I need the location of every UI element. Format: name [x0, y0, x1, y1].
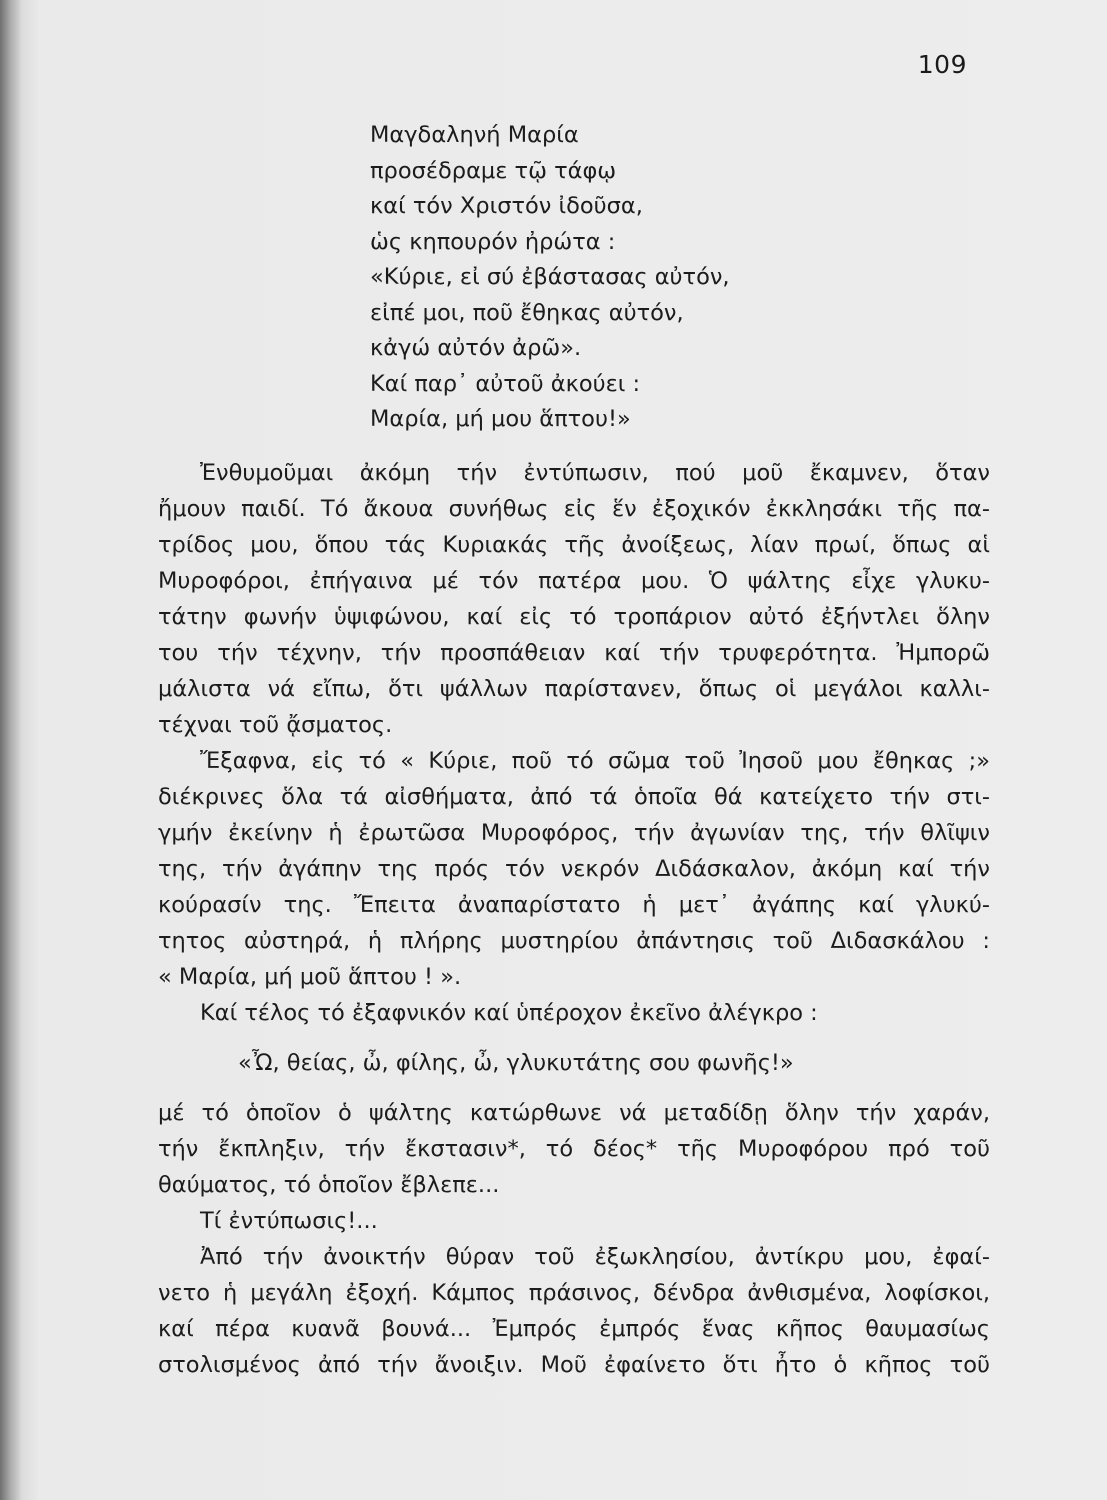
text-line: της, τήν ἀγάπην της πρός τόν νεκρόν Διδάσκαλον, ἀκόμη καί τήν: [158, 856, 990, 882]
text-line: Τί ἐντύπωσις!...: [200, 1208, 378, 1234]
hymn-verse: [370, 118, 930, 438]
text-line: τάτην φωνήν ὑψιφώνου, καί εἰς τό τροπάριον αὐτό ἐξήντλει ὅλην: [158, 604, 990, 630]
text-line: « Μαρία, μή μοῦ ἅπτου ! ».: [158, 964, 462, 990]
verse-line: κἀγώ αὐτόν ἀρῶ».: [370, 335, 582, 361]
verse-line: Μαγδαληνή Μαρία: [370, 122, 579, 148]
text-line: κούρασίν της. Ἔπειτα ἀναπαρίστατο ἡ μετ᾽ ἀγάπης καί γλυκύ-: [158, 892, 990, 918]
verse-line: Καί παρ᾽ αὐτοῦ ἀκούει :: [370, 370, 641, 397]
verse-line: Μαρία, μή μου ἅπτου!»: [370, 406, 631, 432]
text-line: μάλιστα νά εἴπω, ὅτι ψάλλων παρίστανεν, ὅπως οἱ μεγάλοι καλλι-: [158, 676, 990, 702]
text-line: τήν ἔκπληξιν, τήν ἔκστασιν*, τό δέος* τῆς Μυροφόρου πρό τοῦ: [158, 1136, 990, 1162]
text-line: του τήν τέχνην, τήν προσπάθειαν καί τήν τρυφερότητα. Ἠμπορῶ: [158, 640, 990, 666]
verse-line: καί τόν Χριστόν ἰδοῦσα,: [370, 193, 643, 219]
text-line: καί πέρα κυανᾶ βουνά... Ἐμπρός ἐμπρός ἕνας κῆπος θαυμασίως: [158, 1316, 990, 1342]
text-line: Καί τέλος τό ἐξαφνικόν καί ὑπέροχον ἐκεῖνο ἀλέγκρο :: [200, 1000, 818, 1026]
paragraph-allegro: [158, 995, 990, 1031]
text-line: στολισμένος ἀπό τήν ἄνοιξιν. Μοῦ ἐφαίνετο ὅτι ἦτο ὁ κῆπος τοῦ: [158, 1352, 990, 1378]
verse-line: «Κύριε, εἰ σύ ἐβάστασας αὐτόν,: [370, 264, 730, 290]
text-line: ἤμουν παιδί. Τό ἄκουα συνήθως εἰς ἕν ἐξοχικόν ἐκκλησάκι τῆς πα-: [158, 496, 990, 522]
text-line: Ἐνθυμοῦμαι ἀκόμη τήν ἐντύπωσιν, πού μοῦ ἔκαμνεν, ὅταν: [200, 460, 990, 486]
text-line: τέχναι τοῦ ᾄσματος.: [158, 712, 393, 738]
text-line: γμήν ἐκείνην ἡ ἐρωτῶσα Μυροφόρος, τήν ἀγωνίαν της, τήν θλῖψιν: [158, 820, 990, 846]
text-line: τητος αὐστηρά, ἡ πλήρης μυστηρίου ἀπάντησις τοῦ Διδασκάλου :: [158, 928, 990, 954]
text-line: Μυροφόροι, ἐπήγαινα μέ τόν πατέρα μου. Ὁ ψάλτης εἶχε γλυκυ-: [158, 568, 990, 594]
paragraph-memory: [158, 455, 990, 743]
text-line: τρίδος μου, ὅπου τάς Κυριακάς τῆς ἀνοίξεως, λίαν πρωί, ὅπως αἱ: [158, 532, 990, 558]
page-number: 109: [917, 50, 967, 79]
text-line: νετο ἡ μεγάλη ἐξοχή. Κάμπος πράσινος, δένδρα ἀνθισμένα, λοφίσκοι,: [158, 1280, 990, 1306]
verse-line: εἰπέ μοι, ποῦ ἔθηκας αὐτόν,: [370, 299, 684, 326]
text-line: Ἀπό τήν ἀνοικτήν θύραν τοῦ ἐξωκλησίου, ἀντίκρυ μου, ἐφαί-: [200, 1244, 990, 1270]
paragraph-suddenly: [158, 743, 990, 995]
paragraph-chapel-door: [158, 1239, 990, 1383]
verse-line: προσέδραμε τῷ τάφῳ: [370, 157, 617, 184]
text-line: θαύματος, τό ὁποῖον ἔβλεπε...: [158, 1172, 500, 1198]
quoted-hymn-line: [158, 1045, 990, 1081]
verse-line: ὡς κηπουρόν ἠρώτα :: [370, 228, 616, 255]
prose-text: [158, 455, 990, 1383]
text-line: διέκρινες ὅλα τά αἰσθήματα, ἀπό τά ὁποῖα θά κατείχετο τήν στι-: [158, 784, 990, 810]
spacer: [158, 1081, 990, 1095]
text-line: Ἔξαφνα, εἰς τό « Κύριε, ποῦ τό σῶμα τοῦ Ἰησοῦ μου ἔθηκας ;»: [200, 748, 990, 774]
text-line: μέ τό ὁποῖον ὁ ψάλτης κατώρθωνε νά μεταδίδῃ ὅλην τήν χαράν,: [158, 1100, 990, 1126]
spacer: [158, 1031, 990, 1045]
text-line: «Ὦ, θείας, ὦ, φίλης, ὦ, γλυκυτάτης σου φωνῆς!»: [238, 1050, 794, 1076]
paragraph-impression: [158, 1203, 990, 1239]
paragraph-cantor: [158, 1095, 990, 1203]
